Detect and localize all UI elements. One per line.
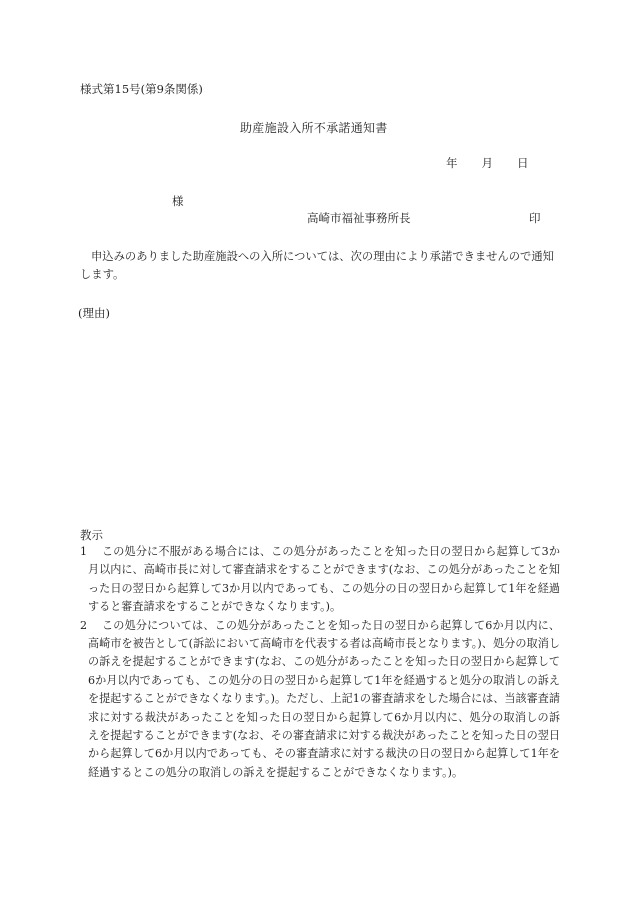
reason-area [80,324,556,514]
instruction-item [80,543,560,617]
date-line [446,156,529,170]
notice-body: 申込みのありました助産施設への入所については、次の理由により承諾できませんので通知します。 [80,250,554,281]
seal-mark: 印 [529,211,541,225]
form-number: 様式第15号(第9条関係) [80,82,203,96]
date-day: 日 [517,156,529,170]
instructions-heading: 教示 [80,528,103,542]
reason-label: (理由) [78,306,110,320]
addressee: 様 [172,194,184,208]
instruction-text: この処分については、この処分があったことを知った日の翌日から起算して6か月以内に、高崎市を被告として(訴訟において高崎市を代表する者は高崎市長となります。)、処分の取消しの訴えを提起することができます(なお、この処分があったことを知った日の翌日から起算して6か月以内であっても、この処分の日の翌日から起算して1年を経過すると処分の取消しの訴えを提起することができなくなります。)。ただし、上記1の審査請求をした場合には、当該審査請求に対する裁決があったことを知った日の翌日から起算して6か月以内に、処分の取消しの訴えを提起することができます(なお、その審査請求に対する裁決があったことを知った日の翌日から起算して6か月以内であっても、その審査請求に対する裁決の日の翌日から起算して1年を経過するとこの処分の取消しの訴えを提起することができなくなります。)。 [88,618,560,779]
instruction-text: この処分に不服がある場合には、この処分があったことを知った日の翌日から起算して3か月以内に、高崎市長に対して審査請求をすることができます(なお、この処分があったことを知った日の翌日から起算して3か月以内であっても、この処分の日の翌日から起算して1年を経過すると審査請求をすることができなくなります。)。 [88,545,560,614]
date-month: 月 [481,156,493,170]
document-title: 助産施設入所不承諾通知書 [240,121,388,135]
instructions-list [80,543,560,782]
instruction-number: 1 [80,545,88,558]
instruction-number: 2 [80,618,88,632]
issuer: 高崎市福祉事務所長 [307,211,411,225]
date-year: 年 [446,156,458,170]
instruction-item [80,617,560,783]
